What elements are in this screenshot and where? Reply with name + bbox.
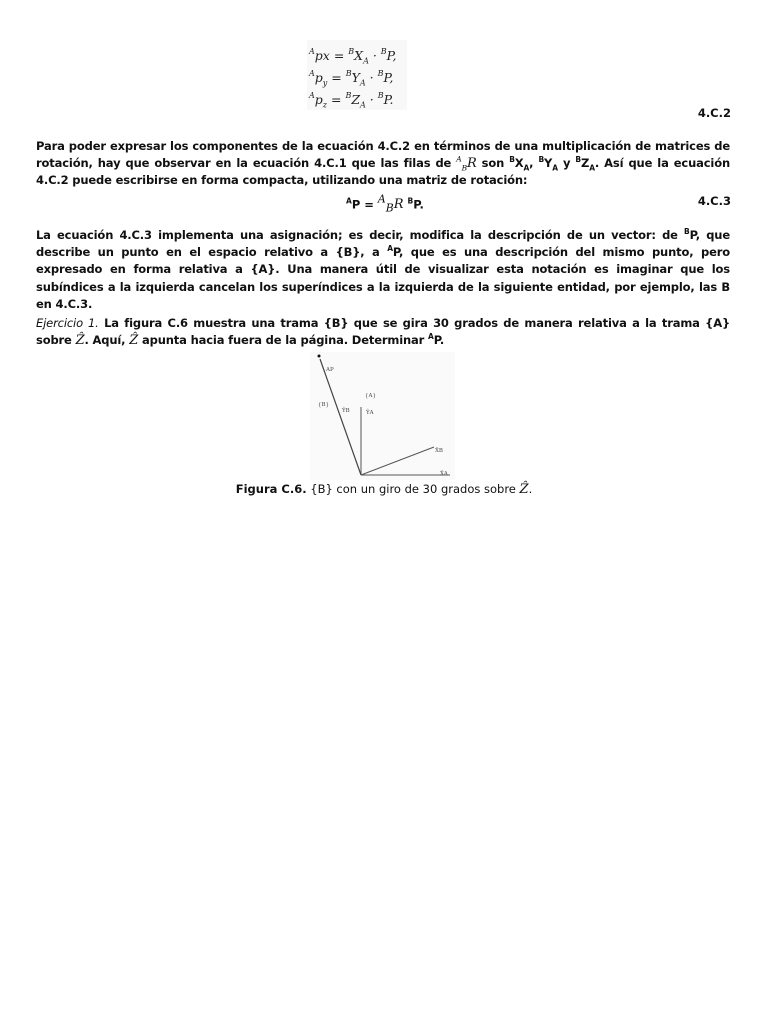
equation-block-4c2	[307, 40, 407, 110]
figure-caption: Figura C.6. {B} con un giro de 30 grados sobre Ẑ.	[235, 482, 533, 497]
label-xa: X̂A	[440, 471, 448, 477]
equation-px: $^Apx = ^BX_A \cdot ^BP$,	[309, 47, 397, 66]
label-ya: ŶA	[366, 410, 374, 416]
equation-4c3: $^A$P = $^A_B$R $^B$P.	[346, 193, 424, 215]
paragraph-rotation-matrix: Para poder expresar los componentes de la ecuación 4.C.2 en términos de una multiplicación de matrices de rotación, hay que observar en la ecuación 4.C.1 que las filas de $^A_B$R son $^BX_A$, $^BY_A$ y $^BZ_A$. Así que la ecuación 4.C.2 puede escribirse en forma compacta, utilizando una matriz de rotación:	[36, 139, 730, 188]
label-ap: AP	[326, 367, 334, 373]
label-frame-b: {B}	[318, 402, 330, 408]
axis-xb	[361, 447, 434, 475]
equation-number-4c3: 4.C.3	[697, 194, 731, 208]
point-p	[318, 355, 321, 358]
label-frame-a: {A}	[365, 393, 376, 399]
figure-frame-rotation	[310, 352, 455, 480]
paragraph-exercise: Ejercicio 1. La figura C.6 muestra una trama {B} que se gira 30 grados de manera relativa a la trama {A} sobre Ẑ. Aquí, Ẑ apunta hacia fuera de la página. Determinar $^A$P.	[36, 316, 730, 349]
equation-pz: $^Ap_z = ^BZ_A \cdot ^BP$.	[309, 91, 394, 110]
axis-yb	[320, 359, 361, 475]
label-yb: ŶB	[342, 408, 350, 414]
paragraph-assignment: La ecuación 4.C.3 implementa una asignación; es decir, modifica la descripción de un vector: de $^B$P, que describe un punto en el espacio relativo a {B}, a $^A$P, que es una descripción del mismo punto, pero expresado en forma relativa a {A}. Una manera útil de visualizar esta notación es imaginar que los subíndices a la izquierda cancelan los superíndices a la izquierda de la siguiente entidad, por ejemplo, las B en 4.C.3.	[36, 227, 730, 311]
equation-py: $^Ap_y = ^BY_A \cdot ^BP$,	[309, 69, 394, 88]
label-xb: X̂B	[435, 448, 443, 454]
equation-number-4c2: 4.C.2	[697, 106, 731, 120]
figure-diagram	[310, 352, 455, 480]
